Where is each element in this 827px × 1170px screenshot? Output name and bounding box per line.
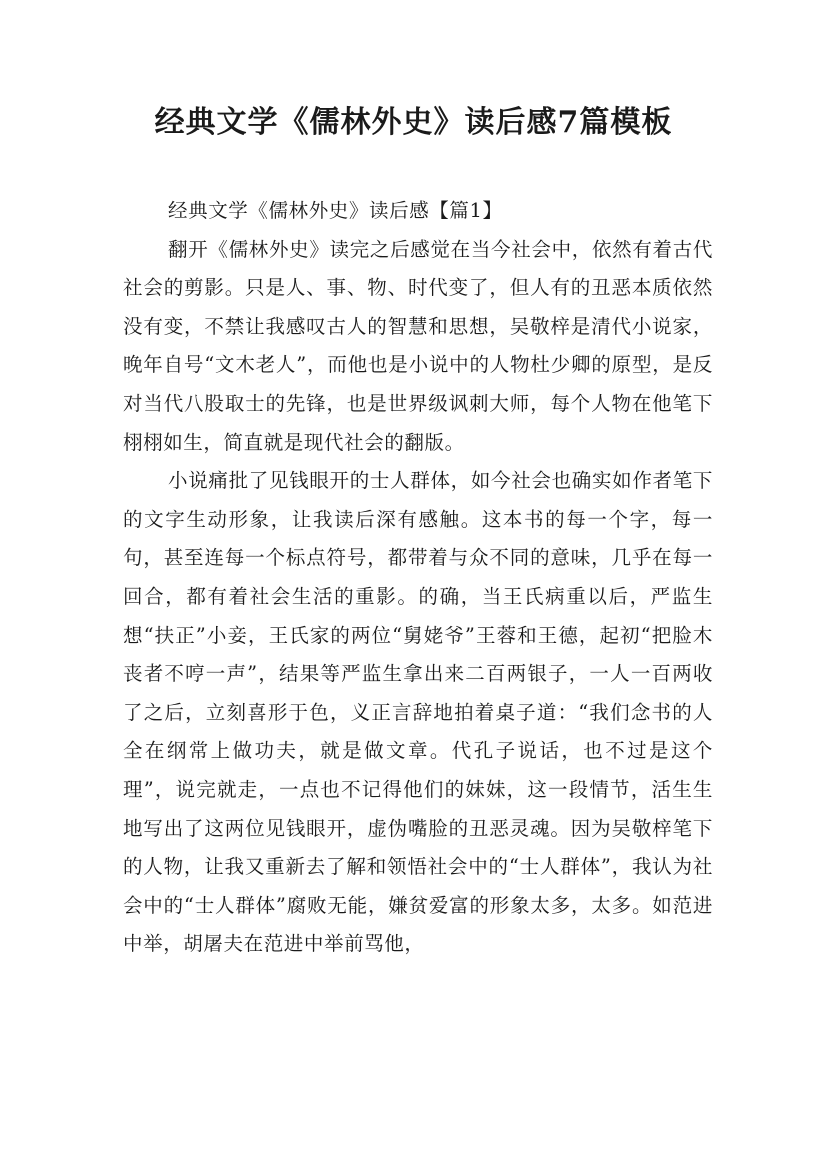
body-paragraph: 小说痛批了见钱眼开的士人群体，如今社会也确实如作者笔下的文字生动形象，让我读后深有感触。这本书的每一个字，每一句，甚至连每一个标点符号，都带着与众不同的意味，几乎在每一回合，都有着社会生活的重影。的确，当王氏病重以后，严监生想“扶正”小妾，王氏家的两位“舅姥爷”王蓉和王德，起初“把脸木丧者不哼一声”，结果等严监生拿出来二百两银子，一人一百两收了之后，立刻喜形于色，义正言辞地拍着桌子道：“我们念书的人全在纲常上做功夫，就是做文章。代孔子说话，也不过是这个理”，说完就走，一点也不记得他们的妹妹，这一段情节，活生生地写出了这两位见钱眼开，虚伪嘴脸的丑恶灵魂。因为吴敬梓笔下的人物，让我又重新去了解和领悟社会中的“士人群体”，我认为社会中的“士人群体”腐败无能，嫌贫爱富的形象太多，太多。如范进中举，胡屠夫在范进中举前骂他， — [123, 469, 713, 956]
document-title: 经典文学《儒林外史》读后感7篇模板 — [154, 105, 673, 140]
document-body — [123, 192, 713, 964]
body-paragraph: 翻开《儒林外史》读完之后感觉在当今社会中，依然有着古代社会的剪影。只是人、事、物、时代变了，但人有的丑恶本质依然没有变，不禁让我感叹古人的智慧和思想，吴敬梓是清代小说家，晚年自号“文木老人”，而他也是小说中的人物杜少卿的原型，是反对当代八股取士的先锋，也是世界级讽刺大师，每个人物在他笔下栩栩如生，简直就是现代社会的翻版。 — [123, 237, 713, 454]
section-heading: 经典文学《儒林外史》读后感【篇1】 — [168, 199, 503, 222]
